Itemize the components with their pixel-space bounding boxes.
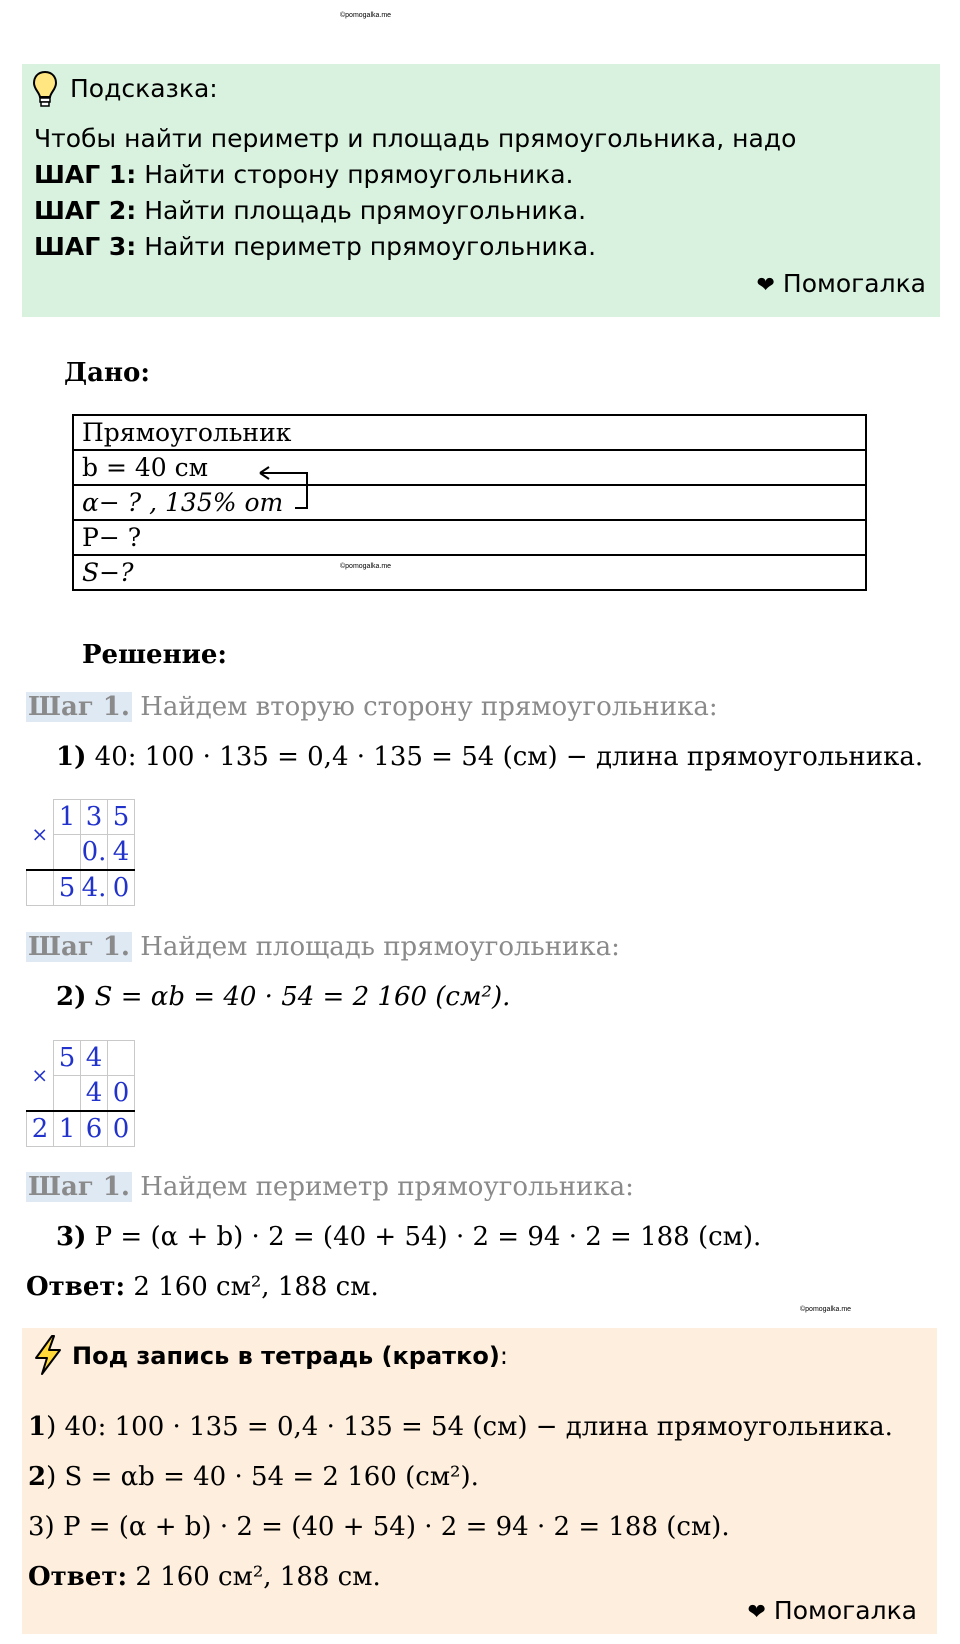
multiply-sign: ×: [31, 822, 49, 847]
answer: Ответ: 2 160 см², 188 см.: [26, 1272, 379, 1302]
hint-title: Подсказка:: [70, 74, 218, 103]
given-table: [72, 414, 867, 591]
heart-icon: ❤: [747, 1600, 766, 1625]
calc-1: 1) 40: 100 · 135 = 0,4 · 135 = 54 (см) − длина прямоугольника.: [56, 742, 924, 772]
notebook-box: [22, 1328, 937, 1634]
given-label: Дано:: [64, 358, 150, 388]
watermark: ©pomogalka.me: [340, 12, 392, 19]
lightning-icon: [32, 1334, 64, 1376]
notebook-line-3: 3) P = (α + b) · 2 = (40 + 54) · 2 = 94 · 2 = 188 (см).: [28, 1512, 730, 1542]
solution-label: Решение:: [82, 640, 228, 670]
brand-signature: ❤ Помогалка: [747, 1596, 917, 1625]
notebook-line-2: 2) S = αb = 40 · 54 = 2 160 (см²).: [28, 1462, 479, 1492]
multiplication-grid-2: × 5 4 4 0 2 1 6 0: [26, 1040, 135, 1147]
step-2-heading: Шаг 1. Найдем площадь прямоугольника:: [28, 932, 620, 962]
multiplication-grid-1: × 1 3 5 0. 4 5 4. 0: [26, 799, 135, 906]
heart-icon: ❤: [756, 273, 775, 298]
given-row: P− ?: [73, 520, 866, 555]
hint-step-3: ШАГ 3: Найти периметр прямоугольника.: [34, 232, 597, 261]
notebook-answer: Ответ: 2 160 см², 188 см.: [28, 1562, 381, 1592]
watermark: ©pomogalka.me: [340, 563, 392, 570]
hint-intro: Чтобы найти периметр и площадь прямоугольника, надо: [34, 124, 797, 153]
given-row: α− ? , 135% от: [73, 485, 866, 520]
calc-2: 2) S = αb = 40 · 54 = 2 160 (см²).: [56, 982, 511, 1012]
given-row: S−?: [73, 555, 866, 590]
watermark: ©pomogalka.me: [800, 1306, 852, 1313]
lightbulb-icon: [32, 70, 58, 108]
notebook-line-1: 1) 40: 100 · 135 = 0,4 · 135 = 54 (см) − длина прямоугольника.: [28, 1412, 893, 1442]
notebook-title: Под запись в тетрадь (кратко):: [72, 1342, 508, 1370]
hint-step-1: ШАГ 1: Найти сторону прямоугольника.: [34, 160, 574, 189]
reference-arrow-icon: [255, 462, 315, 512]
given-row: Прямоугольник: [73, 415, 866, 450]
step-3-heading: Шаг 1. Найдем периметр прямоугольника:: [28, 1172, 634, 1202]
calc-3: 3) P = (α + b) · 2 = (40 + 54) · 2 = 94 · 2 = 188 (см).: [56, 1222, 762, 1252]
hint-step-2: ШАГ 2: Найти площадь прямоугольника.: [34, 196, 587, 225]
step-1-heading: Шаг 1. Найдем вторую сторону прямоугольника:: [28, 692, 718, 722]
multiply-sign: ×: [31, 1063, 49, 1088]
hint-box: [22, 64, 940, 317]
brand-signature: ❤ Помогалка: [756, 269, 926, 298]
given-row: b = 40 см: [73, 450, 866, 485]
